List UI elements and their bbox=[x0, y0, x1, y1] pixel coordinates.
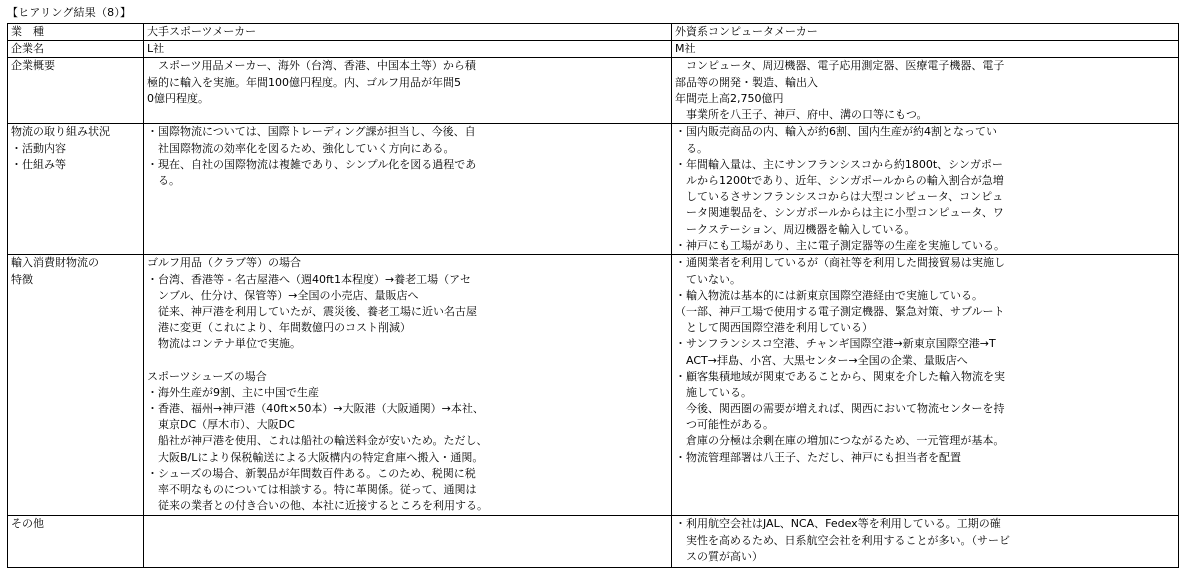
text-line: 0億円程度。 bbox=[147, 91, 209, 105]
import-row bbox=[8, 255, 1179, 516]
logistics-b-cell bbox=[672, 124, 1179, 255]
hearing-results-table bbox=[7, 23, 1179, 568]
logistics-row bbox=[8, 124, 1179, 255]
other-row bbox=[8, 516, 1179, 568]
text-line: 年間売上高2,750億円 bbox=[675, 91, 784, 105]
text-line: ・通関業者を利用しているが（商社等を利用した間接貿易は実施し bbox=[675, 256, 1005, 270]
text-line: 実性を高めるため、日系航空会社を利用することが多い。（サービ bbox=[675, 533, 1011, 547]
header-row bbox=[8, 24, 1179, 41]
company-b-name-cell: M社 bbox=[672, 41, 1179, 58]
text-line: として関西国際空港を利用している） bbox=[675, 321, 873, 335]
text-line: ・利用航空会社はJAL、NCA、Fedex等を利用している。工期の確 bbox=[675, 517, 1001, 531]
text-line: 特徴 bbox=[11, 272, 33, 286]
text-line bbox=[147, 353, 668, 369]
text-line: ていない。 bbox=[675, 272, 741, 286]
text-line: （一部、神戸工場で使用する電子測定機器、緊急対策、サブルート bbox=[675, 304, 1005, 318]
text-line: ンブル、仕分け、保管等）→全国の小売店、量販店へ bbox=[147, 288, 419, 302]
text-line: 倉庫の分極は余剰在庫の増加につながるため、一元管理が基本。 bbox=[675, 434, 1005, 448]
text-line: ・年間輸入量は、主にサンフランシスコから約1800t、シンガポー bbox=[675, 157, 1003, 171]
text-line: ACT→拝島、小宮、大黒センター→全国の企業、量販店へ bbox=[675, 353, 968, 367]
text-line: 港に変更（これにより、年間数億円のコスト削減） bbox=[147, 321, 411, 335]
logistics-a-cell bbox=[144, 124, 672, 255]
text-line: る。 bbox=[147, 173, 180, 187]
text-line: ータ関連製品を、シンガポールからは主に小型コンピュータ、ワ bbox=[675, 206, 1004, 220]
company-name-row bbox=[8, 41, 1179, 58]
overview-b-cell bbox=[672, 58, 1179, 124]
text-line: 社国際物流の効率化を図るため、強化していく方向にある。 bbox=[147, 141, 455, 155]
text-line: スポーツシューズの場合 bbox=[147, 369, 267, 383]
text-line: ・国際物流については、国際トレーディング課が担当し、今後、自 bbox=[147, 125, 476, 139]
overview-row bbox=[8, 58, 1179, 124]
category-header-cell: 業 種 bbox=[8, 24, 144, 41]
text-line: スの質が高い） bbox=[675, 549, 763, 563]
import-b-cell bbox=[672, 255, 1179, 516]
text-line: 事業所を八王子、神戸、府中、溝の口等にもつ。 bbox=[675, 107, 928, 121]
text-line: 大阪B/Lにより保税輸送による大阪構内の特定倉庫へ搬入・通関。 bbox=[147, 450, 484, 464]
text-line: 部品等の開発・製造、輸出入 bbox=[675, 75, 818, 89]
other-label-cell: その他 bbox=[8, 516, 144, 568]
text-line: ークステーション、周辺機器を輸入している。 bbox=[675, 222, 916, 236]
text-line: 船社が神戸港を使用、これは船社の輸送料金が安いため。ただし、 bbox=[147, 434, 488, 448]
text-line: ・国内販売商品の内、輸入が約6割、国内生産が約4割となってい bbox=[675, 125, 997, 139]
text-line: ・神戸にも工場があり、主に電子測定器等の生産を実施している。 bbox=[675, 238, 1005, 252]
text-line: つ可能性がある。 bbox=[675, 418, 774, 432]
text-line: 物流はコンテナ単位で実施。 bbox=[147, 337, 301, 351]
text-line: 輸入消費財物流の bbox=[11, 256, 99, 270]
text-line: 今後、関西圏の需要が増えれば、関西において物流センターを持 bbox=[675, 402, 1005, 416]
text-line: ・活動内容 bbox=[11, 141, 66, 155]
text-line: ・現在、自社の国際物流は複雑であり、シンプル化を図る過程であ bbox=[147, 157, 477, 171]
text-line: ・台湾、香港等 - 名古屋港へ（週40ft1本程度）→養老工場（アセ bbox=[147, 272, 472, 286]
company-b-type-cell: 外資系コンピュータメーカー bbox=[672, 24, 1179, 41]
other-b-cell bbox=[672, 516, 1179, 568]
text-line: スポーツ用品メーカー、海外（台湾、香港、中国本土等）から積 bbox=[147, 59, 476, 73]
other-a-cell bbox=[144, 516, 672, 568]
text-line: しているさサンフランシスコからは大型コンピュータ、コンピュ bbox=[675, 190, 1004, 204]
import-label-cell bbox=[8, 255, 144, 516]
text-line: ・サンフランシスコ空港、チャンギ国際空港→新東京国際空港→T bbox=[675, 337, 996, 351]
text-line: コンピュータ、周辺機器、電子応用測定器、医療電子機器、電子 bbox=[675, 59, 1005, 73]
text-line: 率不明なものについては相談する。特に革関係。従って、通関は bbox=[147, 483, 477, 497]
text-line: ・仕組み等 bbox=[11, 157, 66, 171]
text-line: 施している。 bbox=[675, 385, 752, 399]
text-line: 物流の取り組み状況 bbox=[11, 125, 110, 139]
logistics-label-cell bbox=[8, 124, 144, 255]
text-line: ・海外生産が9割、主に中国で生産 bbox=[147, 385, 319, 399]
overview-a-cell bbox=[144, 58, 672, 124]
text-line: ゴルフ用品（クラブ等）の場合 bbox=[147, 256, 301, 270]
text-line: ルから1200tであり、近年、シンガポールからの輸入割合が急増 bbox=[675, 173, 1004, 187]
text-line: ・物流管理部署は八王子、ただし、神戸にも担当者を配置 bbox=[675, 450, 961, 464]
text-line: ・輸入物流は基本的には新東京国際空港経由で実施している。 bbox=[675, 288, 983, 302]
text-line: 極的に輸入を実施。年間100億円程度。内、ゴルフ用品が年間5 bbox=[147, 75, 461, 89]
text-line: ・シューズの場合、新製品が年間数百件ある。このため、税関に税 bbox=[147, 466, 476, 480]
text-line: ・顧客集積地域が関東であることから、関東を介した輸入物流を実 bbox=[675, 369, 1005, 383]
import-a-cell bbox=[144, 255, 672, 516]
text-line: 従来、神戸港を利用していたが、震災後、養老工場に近い名古屋 bbox=[147, 304, 477, 318]
text-line: る。 bbox=[675, 141, 708, 155]
text-line: 従来の業者との付き合いの他、本社に近接するところを利用する。 bbox=[147, 499, 488, 513]
overview-label-cell: 企業概要 bbox=[8, 58, 144, 124]
document-title: 【ヒアリング結果（8）】 bbox=[7, 6, 132, 19]
text-line: 東京DC（厚木市）、大阪DC bbox=[147, 418, 295, 432]
company-name-label-cell: 企業名 bbox=[8, 41, 144, 58]
text-line: ・香港、福州→神戸港（40ft×50本）→大阪港（大阪通関）→本社、 bbox=[147, 402, 484, 416]
company-a-name-cell: L社 bbox=[144, 41, 672, 58]
company-a-type-cell: 大手スポーツメーカー bbox=[144, 24, 672, 41]
